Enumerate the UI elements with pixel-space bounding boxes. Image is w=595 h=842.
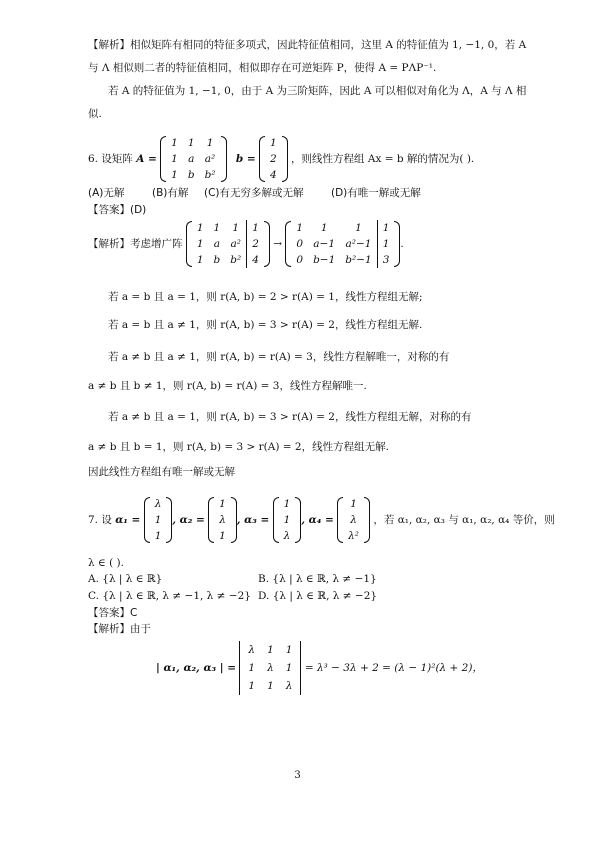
q6-augmented-matrix: 1 1 1 1 1 a a² 2 1 b b² 4 [186, 220, 270, 268]
q7-analysis [88, 622, 151, 636]
q6-conclusion: 因此线性方程组有唯一解或无解 [88, 466, 235, 478]
q6-analysis-matrix-line [88, 220, 404, 268]
analysis-line-2: 与 Λ 相似则二者的特征值相同，相似即存在可逆矩阵 P，使得 A = PΛP⁻¹. [88, 62, 437, 74]
analysis-line-4: 似. [88, 108, 102, 120]
q6-vector-b: 1 2 4 [259, 135, 288, 183]
q6-case-6: a ≠ b 且 b = 1，则 r(A, b) = 3 > r(A) = 2，线性方程组无解. [88, 441, 389, 453]
transform-arrow: → [273, 238, 283, 250]
q6-case-2: 若 a = b 且 a ≠ 1，则 r(A, b) = 3 > r(A) = 2，线性方程组无解. [108, 319, 423, 331]
q6-case-1: 若 a = b 且 a = 1，则 r(A, b) = 2 > r(A) = 1，线性方程组无解; [108, 291, 423, 303]
q7-stem [88, 496, 555, 544]
q6-stem [88, 135, 474, 183]
q6-option-d: (D)有唯一解或无解 [331, 187, 421, 199]
page-number: 3 [294, 770, 301, 781]
q7-determinant: λ 1 1 1 λ 1 1 1 λ [239, 641, 301, 695]
q7-alpha3: 1 1 λ [273, 496, 302, 544]
q7-stem-line-2: λ ∈ ( ). [88, 557, 124, 569]
q7-answer-value: C [130, 607, 138, 619]
q6-matrix-a: 1 1 1 1 a a² 1 b b² [160, 135, 226, 183]
q6-number: 6. 设矩阵 [88, 153, 133, 165]
q7-option-d: D. {λ | λ ∈ ℝ, λ ≠ −2} [258, 590, 378, 602]
q7-alpha4-label: , α₄ = [301, 514, 334, 526]
q7-option-a: A. {λ | λ ∈ ℝ} [88, 573, 163, 585]
q7-determinant-line [156, 641, 483, 695]
q6-matrix-a-label: A = [136, 153, 157, 165]
q7-stem-suffix: ，若 α₁, α₂, α₃ 与 α₁, α₂, α₄ 等价，则 [373, 514, 555, 526]
q6-stem-suffix: ，则线性方程组 Ax = b 解的情况为( ). [291, 153, 475, 165]
q7-analysis-tag: 【解析】 [88, 623, 130, 635]
analysis-line-3: 若 A 的特征值为 1, −1, 0，由于 A 为三阶矩阵，因此 A 可以相似对角化为 Λ，A 与 Λ 相 [108, 85, 527, 97]
q6-case-4: a ≠ b 且 b ≠ 1，则 r(A, b) = r(A) = 3，线性方程解唯一. [88, 380, 367, 392]
q7-analysis-text: 由于 [130, 623, 151, 635]
q6-answer [88, 203, 146, 217]
q7-alpha1: λ 1 1 [144, 496, 173, 544]
q6-answer-value: (D) [130, 204, 147, 216]
q7-number: 7. 设 [88, 514, 112, 526]
q7-alpha2-label: , α₂ = [172, 514, 205, 526]
q7-answer-tag: 【答案】 [88, 607, 130, 619]
q7-det-result: = λ³ − 3λ + 2 = (λ − 1)²(λ + 2)， [304, 662, 483, 674]
q7-option-b: B. {λ | λ ∈ ℝ, λ ≠ −1} [258, 573, 377, 585]
q7-answer [88, 606, 137, 620]
q6-answer-tag: 【答案】 [88, 204, 130, 216]
q6-analysis-tag: 【解析】 [88, 238, 130, 250]
q6-vector-b-label: b = [235, 153, 256, 165]
q6-matrix-period: . [400, 238, 404, 250]
q7-alpha2: 1 λ 1 [208, 496, 237, 544]
q6-analysis-text: 考虑增广阵 [130, 238, 183, 250]
q6-option-b: (B)有解 [152, 187, 189, 199]
q7-option-c: C. {λ | λ ∈ ℝ, λ ≠ −1, λ ≠ −2} [88, 590, 251, 602]
q7-alpha1-label: α₁ = [115, 514, 141, 526]
q7-alpha4: 1 λ λ² [337, 496, 370, 544]
q7-det-label: | α₁, α₂, α₃ | = [156, 662, 237, 674]
q6-case-5: 若 a ≠ b 且 a = 1，则 r(A, b) = 3 > r(A) = 2，线性方程组无解，对称的有 [108, 411, 472, 423]
analysis-tag: 【解析】 [88, 39, 130, 51]
q6-reduced-matrix: 1 1 1 1 0 a−1 a²−1 1 0 b−1 b²−1 3 [285, 220, 400, 268]
q6-option-a: (A)无解 [88, 187, 125, 199]
q7-alpha3-label: , α₃ = [236, 514, 270, 526]
analysis-line-1 [88, 38, 526, 52]
q6-option-c: (C)有无穷多解或无解 [204, 187, 304, 199]
analysis-text: 相似矩阵有相同的特征多项式，因此特征值相同，这里 A 的特征值为 1, −1, 0，若 A [130, 39, 527, 51]
q6-case-3: 若 a ≠ b 且 a ≠ 1，则 r(A, b) = r(A) = 3，线性方程解唯一，对称的有 [108, 351, 450, 363]
